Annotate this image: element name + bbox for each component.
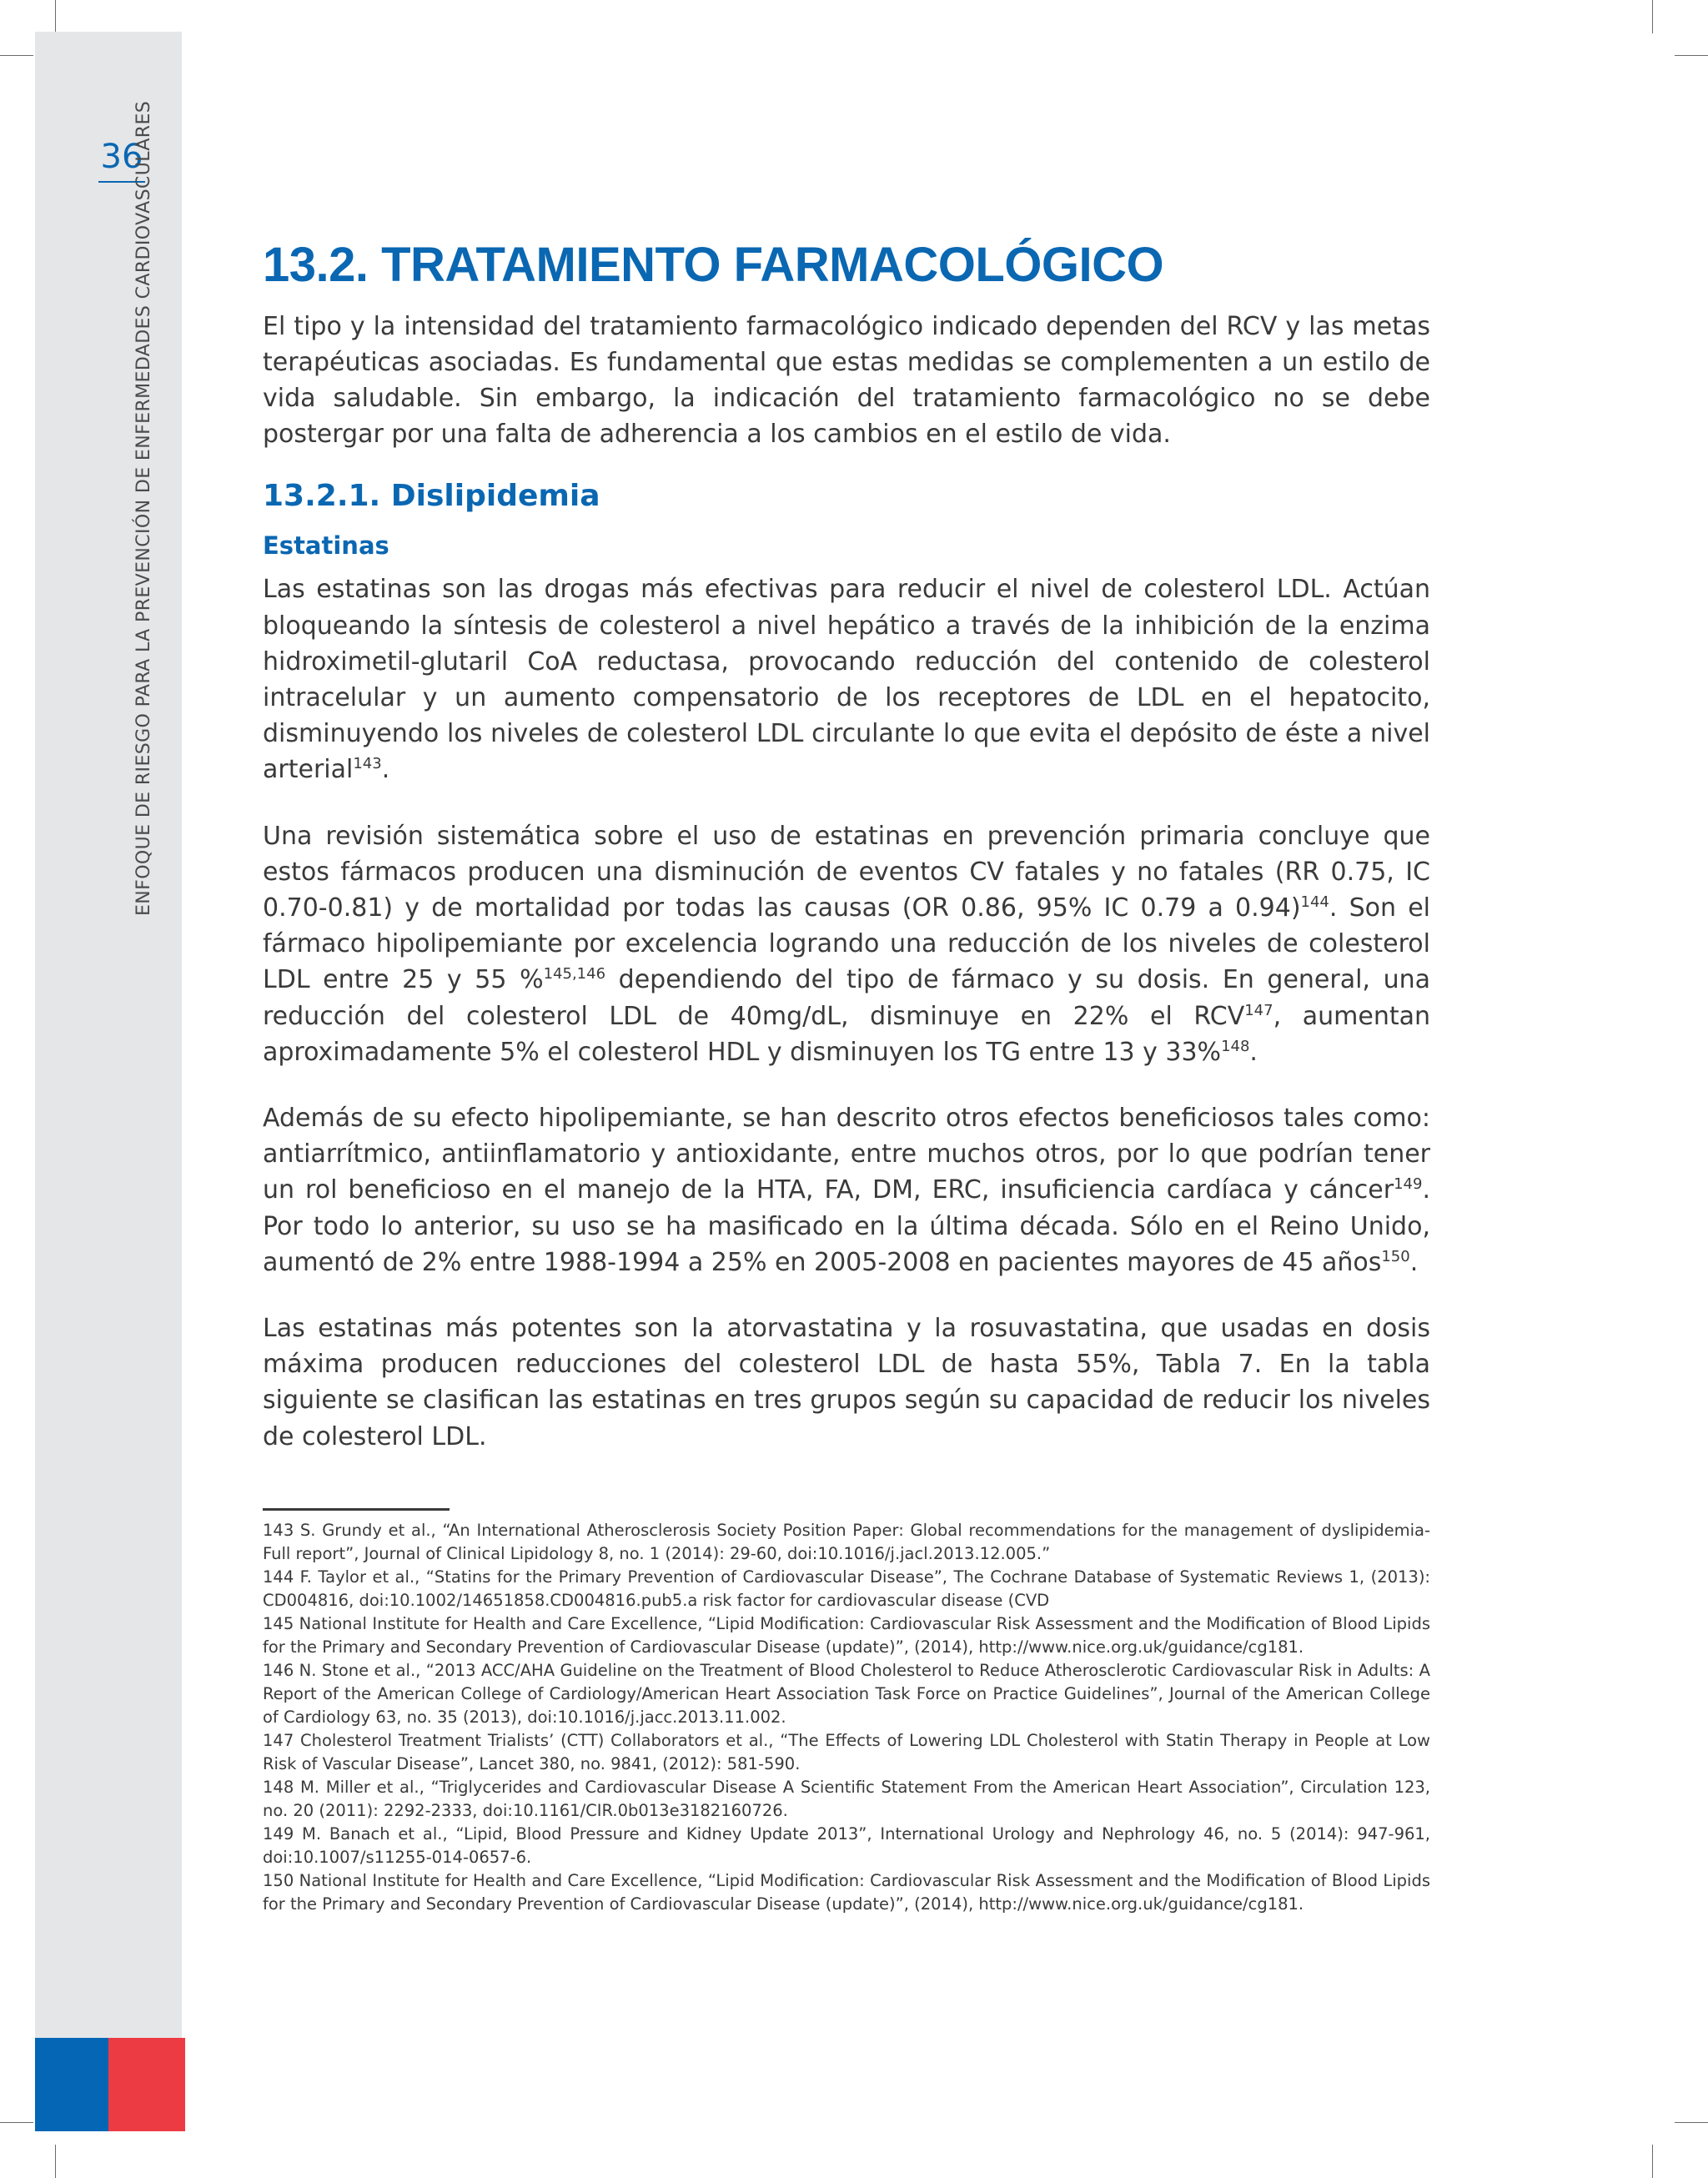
paragraph-text: Una revisión sistemática sobre el uso de estatinas en prevención primaria concluye que estos fármacos producen una disminución de eventos CV fatales y no fatales (RR 0.75, IC 0.70-0.81) y de mortalidad por todas las causas (OR 0.86, 95% IC 0.79 a 0.94) bbox=[263, 821, 1430, 923]
footnote: 144 F. Taylor et al., “Statins for the Primary Prevention of Cardiovascular Disease”, The Cochrane Database of Systematic Reviews 1, (2013): CD004816, doi:10.1002/14651858.CD004816.pub5.a risk factor for cardiovascular disease (CVD bbox=[263, 1567, 1430, 1610]
page-number: 36 bbox=[100, 138, 143, 176]
reference-marker[interactable]: 149 bbox=[1394, 1175, 1423, 1194]
footnote-separator bbox=[263, 1508, 450, 1511]
crop-mark bbox=[55, 0, 56, 33]
reference-marker[interactable]: 148 bbox=[1221, 1037, 1250, 1055]
footnote: 145 National Institute for Health and Care Excellence, “Lipid Modification: Cardiovascular Risk Assessment and the Modification of Blood Lipids for the Primary and Secondary Prevention of Cardiovascular Disease (update)”, (2014), http://www.nice.org.uk/guidance/cg181. bbox=[263, 1613, 1430, 1657]
paragraph-text: . Son el fármaco hipolipemiante por excelencia logrando una reducción de los niveles de colesterol LDL entre 25 y 55 % bbox=[263, 893, 1430, 995]
crop-mark bbox=[1652, 2145, 1653, 2178]
reference-marker[interactable]: 144 bbox=[1300, 893, 1329, 911]
main-content bbox=[263, 238, 1430, 1916]
reference-marker[interactable]: 143 bbox=[353, 755, 382, 773]
crop-mark bbox=[0, 2122, 33, 2123]
sidebar-band bbox=[35, 32, 182, 2044]
paragraph-text: . bbox=[381, 755, 390, 785]
crop-mark bbox=[1652, 0, 1653, 33]
footnote: 148 M. Miller et al., “Triglycerides and Cardiovascular Disease A Scientific Statement From the American Heart Association”, Circulation 123, no. 20 (2011): 2292-2333, doi:10.1161/CIR.0b013e3182160726. bbox=[263, 1777, 1430, 1820]
section-title: 13.2. TRATAMIENTO FARMACOLÓGICO bbox=[263, 238, 1164, 292]
crop-mark bbox=[1675, 55, 1708, 56]
paragraph-text: , aumentan aproximadamente 5% el colesterol HDL y disminuyen los TG entre 13 y 33% bbox=[263, 1001, 1431, 1067]
crop-mark bbox=[0, 55, 33, 56]
footnote: 147 Cholesterol Treatment Trialists’ (CTT) Collaborators et al., “The Effects of Lowering LDL Cholesterol with Statin Therapy in People at Low Risk of Vascular Disease”, Lancet 380, no. 9841, (2012): 581-590. bbox=[263, 1730, 1430, 1773]
paragraph-other-effects bbox=[263, 1100, 1430, 1280]
paragraph-text: dependiendo del tipo de fármaco y su dosis. En general, una reducción del colesterol LDL de 40mg/dL, disminuye en 22% el RCV bbox=[263, 965, 1430, 1031]
paragraph-text: . bbox=[1409, 1247, 1419, 1277]
footnote: 150 National Institute for Health and Care Excellence, “Lipid Modification: Cardiovascular Risk Assessment and the Modification of Blood Lipids for the Primary and Secondary Prevention of Cardiovascular Disease (update)”, (2014), http://www.nice.org.uk/guidance/cg181. bbox=[263, 1870, 1430, 1914]
footnote: 143 S. Grundy et al., “An International Atherosclerosis Society Position Paper: Global recommendations for the management of dyslipidemia-Full report”, Journal of Clinical Lipidology 8, no. 1 (2014): 29-60, doi:10.1016/j.jacl.2013.12.005.” bbox=[263, 1520, 1430, 1563]
minor-title: Estatinas bbox=[263, 531, 389, 560]
footnote: 146 N. Stone et al., “2013 ACC/AHA Guideline on the Treatment of Blood Cholesterol to Reduce Atherosclerotic Cardiovascular Risk in Adults: A Report of the American College of Cardiology/American Heart Association Task Force on Practice Guidelines”, Journal of the American College of Cardiology 63, no. 35 (2013), doi:10.1016/j.jacc.2013.11.002. bbox=[263, 1660, 1430, 1727]
flag-red-block bbox=[108, 2038, 185, 2131]
paragraph-text: . bbox=[1249, 1037, 1258, 1067]
reference-marker[interactable]: 145,146 bbox=[543, 965, 606, 983]
footnote: 149 M. Banach et al., “Lipid, Blood Pressure and Kidney Update 2013”, International Urology and Nephrology 46, no. 5 (2014): 947-961, doi:10.1007/s11255-014-0657-6. bbox=[263, 1823, 1430, 1867]
crop-mark bbox=[1675, 2122, 1708, 2123]
reference-marker[interactable]: 150 bbox=[1381, 1247, 1410, 1265]
paragraph-systematic-review bbox=[263, 818, 1430, 1070]
flag-blue-block bbox=[35, 2038, 108, 2131]
intro-paragraph: El tipo y la intensidad del tratamiento farmacológico indicado dependen del RCV y las metas terapéuticas asociadas. Es fundamental que estas medidas se complementen a un estilo de vida saludable. Sin embargo, la indicación del tratamiento farmacológico no se debe postergar por una falta de adherencia a los cambios en el estilo de vida. bbox=[263, 311, 1430, 450]
paragraph-statins-mechanism bbox=[263, 571, 1430, 787]
footnotes bbox=[263, 1519, 1430, 1916]
running-title: ENFOQUE DE RIESGO PARA LA PREVENCIÓN DE ENFERMEDADES CARDIOVASCULARES bbox=[133, 100, 154, 916]
paragraph-potent-statins: Las estatinas más potentes son la atorvastatina y la rosuvastatina, que usadas en dosis máxima producen reducciones del colesterol LDL de hasta 55%, Tabla 7. En la tabla siguiente se clasifican las estatinas en tres grupos según su capacidad de reducir los niveles de colesterol LDL. bbox=[263, 1314, 1430, 1451]
reference-marker[interactable]: 147 bbox=[1244, 1001, 1273, 1019]
subsection-title: 13.2.1. Dislipidemia bbox=[263, 478, 600, 513]
crop-mark bbox=[55, 2145, 56, 2178]
paragraph-text: Las estatinas son las drogas más efectivas para reducir el nivel de colesterol LDL. Actúan bloqueando la síntesis de colesterol a nivel hepático a través de la inhibición de la enzima hidroximetil-glutaril CoA reductasa, provocando reducción del contenido de colesterol intracelular y un aumento compensatorio de los receptores de LDL en el hepatocito, disminuyendo los niveles de colesterol LDL circulante lo que evita el depósito de éste a nivel arterial bbox=[263, 575, 1430, 785]
paragraph-text: Además de su efecto hipolipemiante, se han descrito otros efectos beneficiosos tales como: antiarrítmico, antiinflamatorio y antioxidante, entre muchos otros, por lo que podrían tener un rol beneficioso en el manejo de la HTA, FA, DM, ERC, insuficiencia cardíaca y cáncer bbox=[263, 1104, 1430, 1205]
paragraph-text: . Por todo lo anterior, su uso se ha masificado en la última década. Sólo en el Reino Unido, aumentó de 2% entre 1988-1994 a 25% en 2005-2008 en pacientes mayores de 45 años bbox=[263, 1175, 1430, 1277]
